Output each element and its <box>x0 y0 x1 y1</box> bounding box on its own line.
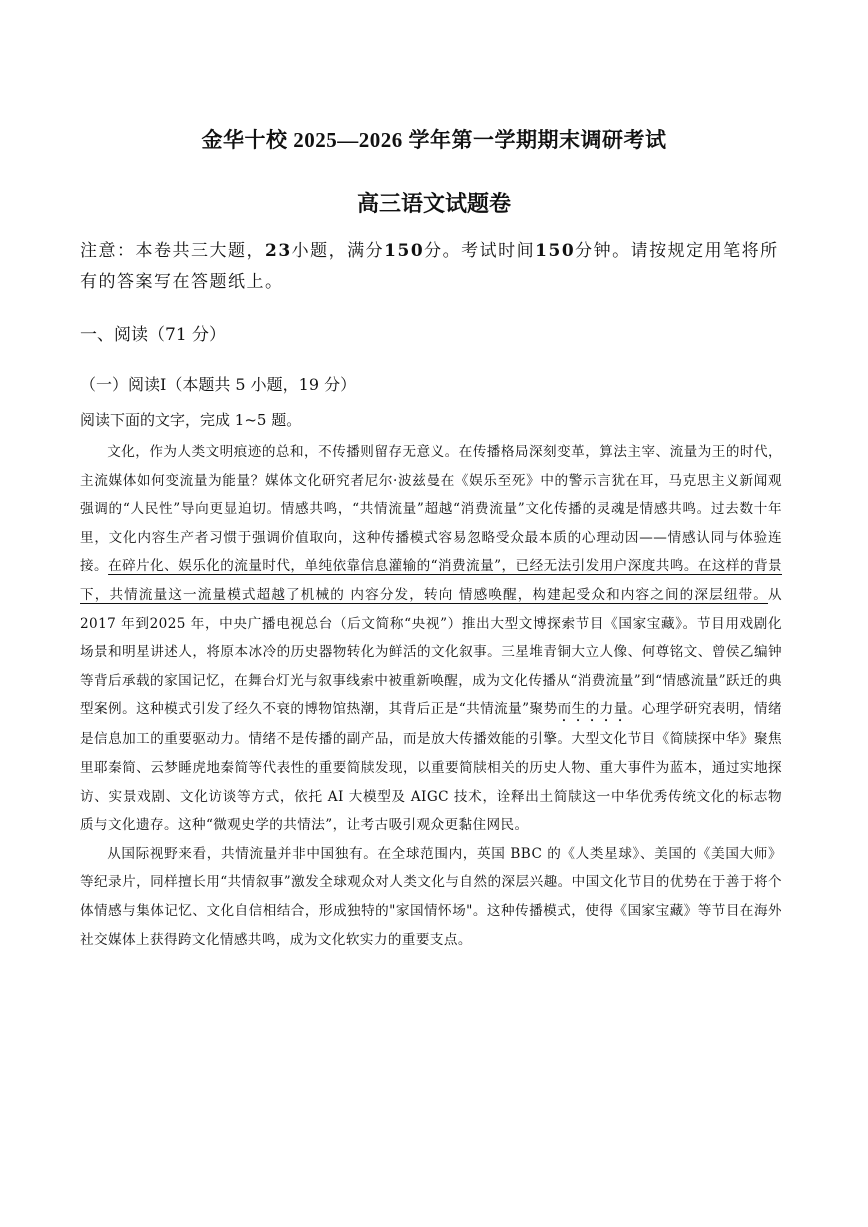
notice-text: 分。考试时间 <box>424 241 536 261</box>
reading-instruction: 阅读下面的文字，完成 1~5 题。 <box>80 411 302 429</box>
exam-time: 150 <box>535 241 576 261</box>
notice-text: 小题，满分 <box>291 241 385 261</box>
paragraph <box>80 438 782 840</box>
notice-text: 分钟。请按规定用笔将所有的答案写在答题纸上。 <box>80 241 779 292</box>
reading-passage <box>80 438 782 954</box>
subsection-heading: （一）阅读Ⅰ（本题共 5 小题，19 分） <box>80 375 357 394</box>
dotted-phrase: 而生的力量 <box>557 701 628 718</box>
paragraph-text: 。心理学研究表明，情绪是信息加工的重要驱动力。情绪不是传播的副产品，而是放大传播效能的引擎。大型文化节目《简牍探中华》聚焦里耶秦简、云梦睡虎地秦简等代表性的重要简牍发现，以重要简牍相关的历史人物、重大事件为蓝本，通过实地探访、实景戏剧、文化访谈等方式，依托 AI 大模型及 AIGC 技术，诠释出土简牍这一中华优秀传统文化的标志物质与文化遗存。这种“微观史学的共情法”，让考古吸引观众更黏住网民。 <box>80 701 782 834</box>
paragraph: 从国际视野来看，共情流量并非中国独有。在全球范围内，英国 BBC 的《人类星球》、美国的《美国大师》等纪录片，同样擅长用“共情叙事”激发全球观众对人类文化与自然的深层兴趣。中国文化节目的优势在于善于将个体情感与集体记忆、文化自信相结合，形成独特的"家国情怀场"。这种传播模式，使得《国家宝藏》等节目在海外社交媒体上获得跨文化情感共鸣，成为文化软实力的重要支点。 <box>80 845 782 948</box>
underlined-sentence: 在碎片化、娱乐化的流量时代，单纯依靠信息灌输的“消费流量”，已经无法引发用户深度共鸣。在这样的背景下，共情流量这一流量模式超越了机械的 内容分发，转向 情感唤醒，构建起受众和内容之间的深层纽带。 <box>80 558 782 603</box>
exam-subtitle: 高三语文试题卷 <box>356 191 511 216</box>
section-heading: 一、阅读（71 分） <box>80 325 227 345</box>
paragraph-text: 文化，作为人类文明痕迹的总和，不传播则留存无意义。在传播格局深刻变革，算法主宰、流量为王的时代，主流媒体如何变流量为能量？媒体文化研究者尼尔·波兹曼在《娱乐至死》中的警示言犹在耳，马克思主义新闻观强调的“人民性”导向更显迫切。情感共鸣，“共情流量”超越“消费流量”文化传播的灵魂是情感共鸣。过去数十年里，文化内容生产者习惯于强调价值取向，这种传播模式容易忽略受众最本质的心理动因——情感认同与体验连接。 <box>80 444 782 575</box>
exam-notice <box>80 236 792 298</box>
exam-title: 金华十校 2025—2026 学年第一学期期末调研考试 <box>201 128 667 152</box>
paragraph-text: 从 2017 年到2025 年，中央广播电视总台（后文简称“央视”）推出大型文博探索节目《国家宝藏》。节目用戏剧化场景和明星讲述人，将原本冰冷的历史器物转化为鲜活的文化叙事。三星堆青铜大立人像、何尊铭文、曾侯乙编钟等背后承载的家国记忆，在舞台灯光与叙事线索中被重新唤醒，成为文化传播从“消费流量”到“情感流量”跃迁的典型案例。这种模式引发了经久不衰的博物馆热潮，其背后正是“共情流量”聚势 <box>80 586 782 718</box>
question-count: 23 <box>265 241 292 261</box>
full-score: 150 <box>384 241 425 261</box>
notice-text: 注意：本卷共三大题， <box>80 241 265 261</box>
